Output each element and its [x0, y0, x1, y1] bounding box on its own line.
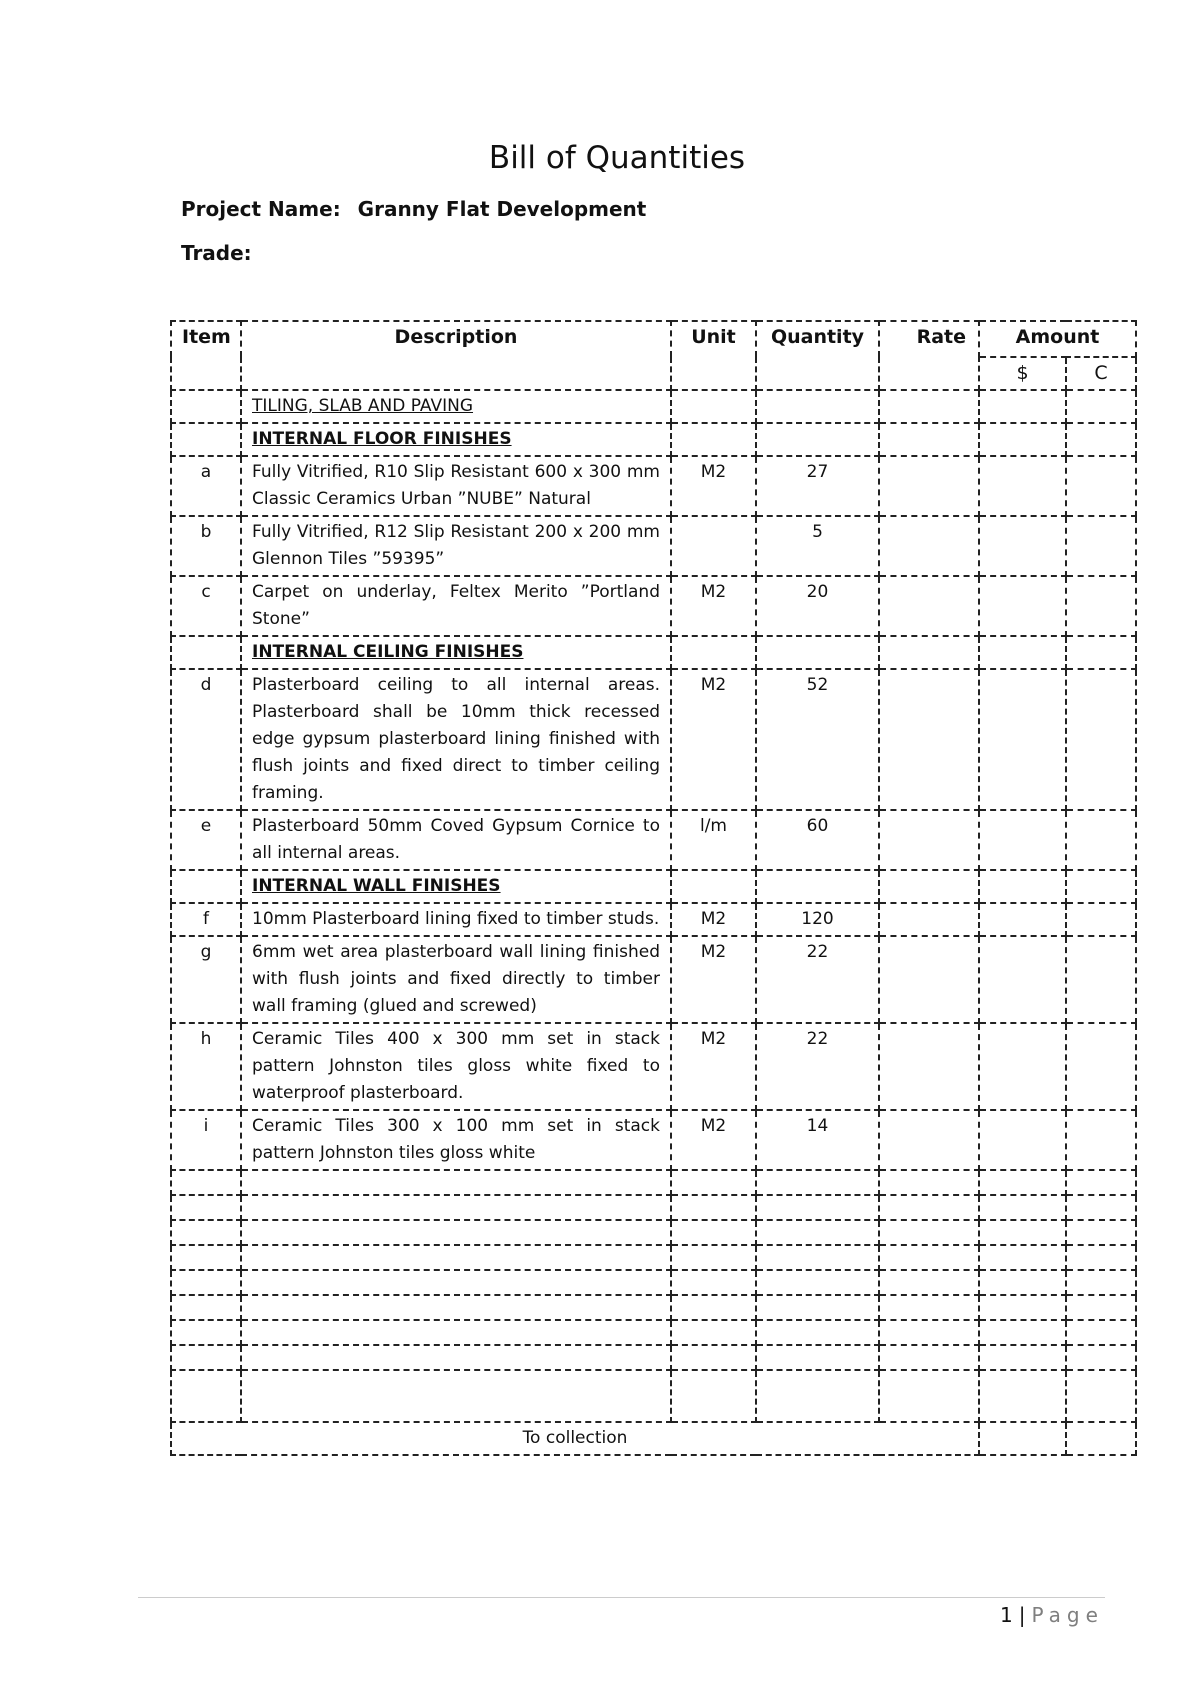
blank-cell [1066, 1345, 1136, 1370]
blank-cell [879, 1370, 979, 1422]
unit-cell: M2 [671, 936, 756, 1023]
unit-cell: M2 [671, 1023, 756, 1110]
amount-cents-cell [1066, 576, 1136, 636]
blank-cell [756, 1370, 879, 1422]
table-row [171, 576, 1136, 636]
blank-cell [241, 1195, 671, 1220]
description-cell: Carpet on underlay, Feltex Merito ”Portland Stone” [241, 576, 671, 636]
blank-cell [171, 1220, 241, 1245]
rate-cell [879, 903, 979, 936]
description-cell: 6mm wet area plasterboard wall lining finished with flush joints and fixed directly to timber wall framing (glued and screwed) [241, 936, 671, 1023]
bill-of-quantities-table [170, 320, 1137, 1456]
amount-cents-cell [1066, 636, 1136, 669]
blank-cell [171, 1270, 241, 1295]
item-cell: g [171, 936, 241, 1023]
amount-cents-cell [1066, 903, 1136, 936]
blank-cell [171, 1345, 241, 1370]
rate-cell [879, 810, 979, 870]
footer-rule [138, 1597, 1105, 1598]
unit-cell [671, 636, 756, 669]
blank-cell [756, 1295, 879, 1320]
header-amount-dollars: $ [979, 357, 1066, 390]
trade-line [181, 241, 262, 265]
unit-cell: l/m [671, 810, 756, 870]
table-row [171, 1023, 1136, 1110]
blank-cell [1066, 1295, 1136, 1320]
page-word: Page [1031, 1603, 1104, 1627]
description-cell: INTERNAL CEILING FINISHES [241, 636, 671, 669]
rate-cell [879, 576, 979, 636]
blank-cell [171, 1295, 241, 1320]
blank-cell [241, 1170, 671, 1195]
quantity-cell [756, 636, 879, 669]
blank-cell [756, 1170, 879, 1195]
header-row [171, 321, 1136, 357]
amount-cents-cell [1066, 390, 1136, 423]
amount-dollars-cell [979, 636, 1066, 669]
blank-cell [756, 1320, 879, 1345]
amount-cents-cell [1066, 1110, 1136, 1170]
blank-cell [879, 1320, 979, 1345]
description-cell: Ceramic Tiles 300 x 100 mm set in stack pattern Johnston tiles gloss white [241, 1110, 671, 1170]
quantity-cell: 27 [756, 456, 879, 516]
blank-cell [241, 1295, 671, 1320]
blank-row [171, 1370, 1136, 1422]
header-unit: Unit [671, 321, 756, 390]
rate-cell [879, 870, 979, 903]
rate-cell [879, 456, 979, 516]
unit-cell: M2 [671, 1110, 756, 1170]
unit-cell: M2 [671, 576, 756, 636]
table-row [171, 903, 1136, 936]
blank-cell [1066, 1195, 1136, 1220]
blank-cell [879, 1195, 979, 1220]
blank-cell [879, 1220, 979, 1245]
amount-cents-cell [1066, 669, 1136, 810]
blank-cell [241, 1370, 671, 1422]
page-number-value: 1 [1000, 1603, 1013, 1627]
amount-dollars-cell [979, 423, 1066, 456]
quantity-cell [756, 390, 879, 423]
blank-cell [241, 1320, 671, 1345]
blank-cell [979, 1170, 1066, 1195]
trade-label: Trade: [181, 241, 252, 265]
amount-cents-cell [1066, 456, 1136, 516]
blank-cell [1066, 1220, 1136, 1245]
blank-cell [879, 1345, 979, 1370]
blank-cell [979, 1195, 1066, 1220]
blank-cell [241, 1220, 671, 1245]
total-row [171, 1422, 1136, 1455]
table-row [171, 390, 1136, 423]
description-cell: Plasterboard ceiling to all internal areas. Plasterboard shall be 10mm thick recessed edge gypsum plasterboard lining finished with flush joints and fixed direct to timber ceiling framing. [241, 669, 671, 810]
header-amount: Amount [979, 321, 1136, 357]
blank-cell [171, 1170, 241, 1195]
description-cell: TILING, SLAB AND PAVING [241, 390, 671, 423]
blank-cell [979, 1220, 1066, 1245]
quantity-cell: 22 [756, 936, 879, 1023]
blank-cell [1066, 1370, 1136, 1422]
blank-row [171, 1320, 1136, 1345]
blank-row [171, 1270, 1136, 1295]
amount-cents-cell [1066, 423, 1136, 456]
blank-row [171, 1170, 1136, 1195]
header-description: Description [241, 321, 671, 390]
blank-cell [756, 1245, 879, 1270]
total-dollars-cell [979, 1422, 1066, 1455]
quantity-cell: 22 [756, 1023, 879, 1110]
item-cell: d [171, 669, 241, 810]
item-cell: i [171, 1110, 241, 1170]
amount-dollars-cell [979, 903, 1066, 936]
unit-cell [671, 516, 756, 576]
amount-dollars-cell [979, 810, 1066, 870]
blank-cell [1066, 1270, 1136, 1295]
quantity-cell: 20 [756, 576, 879, 636]
blank-cell [979, 1270, 1066, 1295]
blank-cell [671, 1345, 756, 1370]
blank-cell [879, 1170, 979, 1195]
total-cents-cell [1066, 1422, 1136, 1455]
item-cell: a [171, 456, 241, 516]
rate-cell [879, 423, 979, 456]
amount-cents-cell [1066, 810, 1136, 870]
blank-cell [1066, 1245, 1136, 1270]
blank-cell [671, 1220, 756, 1245]
unit-cell [671, 423, 756, 456]
project-name-line [181, 197, 646, 221]
blank-cell [241, 1245, 671, 1270]
project-name-value: Granny Flat Development [357, 197, 647, 221]
item-cell [171, 636, 241, 669]
blank-cell [879, 1270, 979, 1295]
amount-cents-cell [1066, 1023, 1136, 1110]
blank-row [171, 1195, 1136, 1220]
blank-row [171, 1295, 1136, 1320]
blank-cell [671, 1245, 756, 1270]
quantity-cell: 52 [756, 669, 879, 810]
item-cell [171, 390, 241, 423]
table-row [171, 1110, 1136, 1170]
blank-cell [1066, 1170, 1136, 1195]
quantity-cell [756, 870, 879, 903]
unit-cell [671, 870, 756, 903]
item-cell: e [171, 810, 241, 870]
item-cell [171, 870, 241, 903]
rate-cell [879, 669, 979, 810]
page-title: Bill of Quantities [488, 140, 746, 176]
table-body [171, 390, 1136, 1455]
amount-dollars-cell [979, 576, 1066, 636]
table-row [171, 423, 1136, 456]
quantity-cell [756, 423, 879, 456]
to-collection-label: To collection [171, 1422, 979, 1455]
rate-cell [879, 936, 979, 1023]
blank-cell [979, 1245, 1066, 1270]
blank-cell [671, 1295, 756, 1320]
table-row [171, 636, 1136, 669]
rate-cell [879, 636, 979, 669]
amount-dollars-cell [979, 1110, 1066, 1170]
table-row [171, 669, 1136, 810]
blank-cell [171, 1370, 241, 1422]
quantity-cell: 60 [756, 810, 879, 870]
description-cell: INTERNAL FLOOR FINISHES [241, 423, 671, 456]
item-cell: h [171, 1023, 241, 1110]
blank-cell [241, 1345, 671, 1370]
description-cell: Fully Vitrified, R12 Slip Resistant 200 x 200 mm Glennon Tiles ”59395” [241, 516, 671, 576]
blank-cell [671, 1170, 756, 1195]
header-amount-cents: C [1066, 357, 1136, 390]
description-cell: Fully Vitrified, R10 Slip Resistant 600 x 300 mm Classic Ceramics Urban ”NUBE” Natural [241, 456, 671, 516]
blank-cell [879, 1295, 979, 1320]
amount-dollars-cell [979, 936, 1066, 1023]
blank-cell [979, 1320, 1066, 1345]
blank-cell [756, 1195, 879, 1220]
rate-cell [879, 1110, 979, 1170]
description-cell: Plasterboard 50mm Coved Gypsum Cornice to all internal areas. [241, 810, 671, 870]
blank-cell [671, 1270, 756, 1295]
amount-dollars-cell [979, 390, 1066, 423]
blank-cell [171, 1245, 241, 1270]
blank-cell [756, 1270, 879, 1295]
unit-cell [671, 390, 756, 423]
description-cell: Ceramic Tiles 400 x 300 mm set in stack pattern Johnston tiles gloss white fixed to waterproof plasterboard. [241, 1023, 671, 1110]
table-row [171, 936, 1136, 1023]
blank-cell [979, 1295, 1066, 1320]
description-cell: INTERNAL WALL FINISHES [241, 870, 671, 903]
header-rate: Rate [879, 321, 979, 390]
table-row [171, 870, 1136, 903]
blank-cell [671, 1320, 756, 1345]
blank-row [171, 1220, 1136, 1245]
blank-row [171, 1245, 1136, 1270]
quantity-cell: 5 [756, 516, 879, 576]
rate-cell [879, 1023, 979, 1110]
item-cell: c [171, 576, 241, 636]
rate-cell [879, 390, 979, 423]
table-row [171, 456, 1136, 516]
unit-cell: M2 [671, 456, 756, 516]
amount-cents-cell [1066, 870, 1136, 903]
blank-cell [879, 1245, 979, 1270]
page-number-separator: | [1018, 1603, 1026, 1627]
description-cell: 10mm Plasterboard lining fixed to timber studs. [241, 903, 671, 936]
blank-cell [1066, 1320, 1136, 1345]
blank-cell [979, 1345, 1066, 1370]
blank-cell [671, 1370, 756, 1422]
amount-dollars-cell [979, 456, 1066, 516]
page-number [1000, 1603, 1104, 1627]
blank-cell [756, 1220, 879, 1245]
item-cell: f [171, 903, 241, 936]
amount-dollars-cell [979, 516, 1066, 576]
quantity-cell: 14 [756, 1110, 879, 1170]
table-row [171, 810, 1136, 870]
amount-dollars-cell [979, 870, 1066, 903]
amount-cents-cell [1066, 936, 1136, 1023]
item-cell: b [171, 516, 241, 576]
blank-cell [979, 1370, 1066, 1422]
unit-cell: M2 [671, 903, 756, 936]
amount-cents-cell [1066, 516, 1136, 576]
header-quantity: Quantity [756, 321, 879, 390]
blank-cell [171, 1195, 241, 1220]
amount-dollars-cell [979, 1023, 1066, 1110]
quantity-cell: 120 [756, 903, 879, 936]
blank-row [171, 1345, 1136, 1370]
blank-cell [671, 1195, 756, 1220]
blank-cell [171, 1320, 241, 1345]
header-item: Item [171, 321, 241, 390]
amount-dollars-cell [979, 669, 1066, 810]
rate-cell [879, 516, 979, 576]
blank-cell [756, 1345, 879, 1370]
blank-cell [241, 1270, 671, 1295]
table-row [171, 516, 1136, 576]
project-name-label: Project Name: [181, 197, 341, 221]
unit-cell: M2 [671, 669, 756, 810]
item-cell [171, 423, 241, 456]
